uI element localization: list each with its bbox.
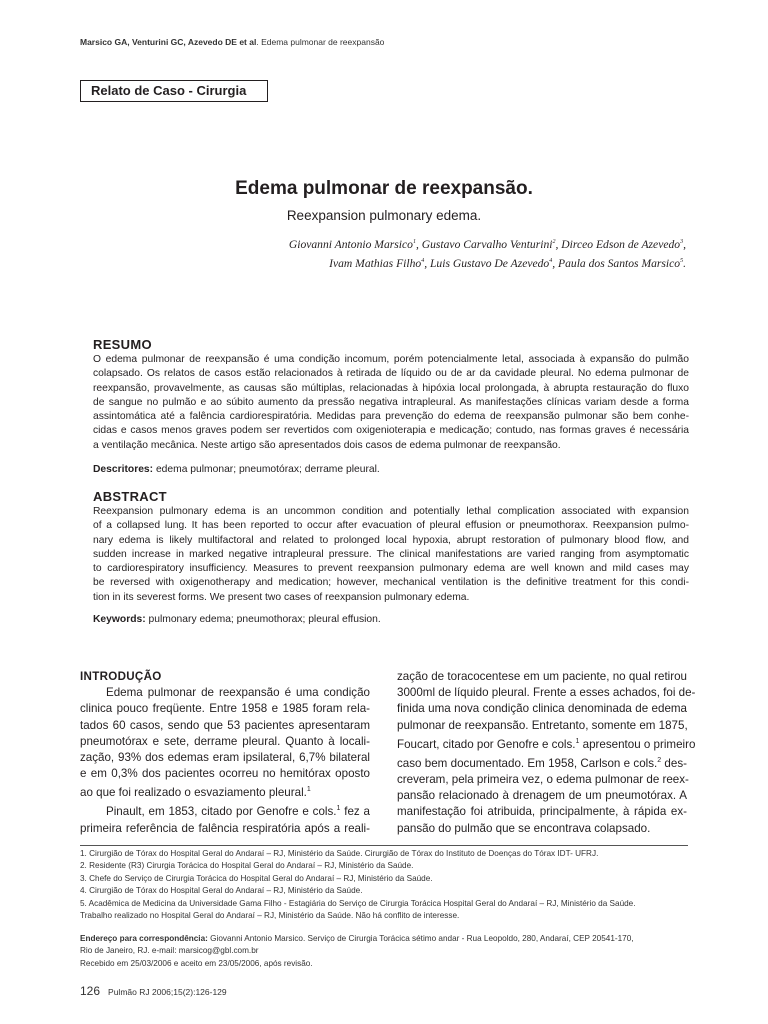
section-label: Relato de Caso - Cirurgia <box>80 80 268 102</box>
author: Dirceo Edson de Azevedo$^3$ <box>561 237 684 251</box>
correspondence-line: Rio de Janeiro, RJ. e-mail: marsicog@gbl.com.br <box>80 946 259 956</box>
keywords-label: Descritores: <box>93 464 154 475</box>
body-line: Foucart, citado por Genofre e cols.$^1$ apresentou o primeiro <box>397 737 696 751</box>
body-line: finida uma nova condição clinica denominada de edema <box>397 702 687 716</box>
article-title: Edema pulmonar de reexpansão. <box>235 178 533 199</box>
running-head-authors: Marsico GA, Venturini GC, Azevedo DE et al <box>80 37 257 47</box>
author: Luis Gustavo De Azevedo$^4$ <box>429 256 553 270</box>
author-list: Giovanni Antonio Marsico$^1$, Gustavo Carvalho Venturini$^2$, Dirceo Edson de Azevedo$^3$, Ivam Mathias Filho$^4$, Luis Gustavo De Azevedo$^4$, Paula dos Santos Marsico$^5$. <box>288 237 686 270</box>
footnotes <box>80 848 690 922</box>
footnote: Trabalho realizado no Hospital Geral do Andaraí – RJ, Ministério da Saúde. Não há conflito de interesse. <box>80 911 460 921</box>
abstract-body <box>93 505 689 605</box>
resumo-heading: RESUMO <box>93 337 152 352</box>
author: Ivam Mathias Filho$^4$ <box>329 256 425 270</box>
abstract-line: to cardiorespiratory insufficiency. Measures to prevent reexpansion pulmonary edema are well known and mild cases may <box>93 563 689 575</box>
abstract-line: tion in its severest forms. We present two cases of reexpansion pulmonary edema. <box>93 591 470 603</box>
footnote: 3. Chefe do Serviço de Cirurgia Torácica do Hospital Geral do Andaraí – RJ, Ministério da Saúde. <box>80 873 433 883</box>
page-number: 126 <box>80 984 101 998</box>
correspondence-label: Endereço para correspondência: <box>80 934 208 943</box>
footnote: 1. Cirurgião de Tórax do Hospital Geral do Andaraí – RJ, Ministério da Saúde. Cirurgião de Tórax do Instituto de Doenças do Tórax IDT- UFRJ. <box>80 849 599 858</box>
resumo-line: colapsado. Os relatos de casos estão relacionados à retirada de líquido ou de ar da cavidade pleural. No edema pulmonar de <box>93 368 689 380</box>
journal-citation: Pulmão RJ 2006;15(2):126-129 <box>108 987 227 997</box>
body-line: tados 60 casos, sendo que 53 pacientes apresentaram <box>80 718 370 732</box>
abstract-line: nary edema is likely multifactoral and related to prolonged local hypoxia, abrupt restoration of pulmonary blood flow, and <box>93 534 689 546</box>
body-line: manifestação foi atribuida, principalmente, à rápida ex- <box>397 805 687 819</box>
resumo-line: O edema pulmonar de reexpansão é uma condição incomum, porém potencialmente letal, associada à expansão do pulmão <box>93 354 689 365</box>
resumo-line: assintomática até a falência cardiorespiratória. Medidas para prevenção do edema de reexpansão pulmonar são bem conhe- <box>93 411 689 423</box>
footnote: 5. Acadêmica de Medicina da Universidade Gama Filho - Estagiária do Serviço de Cirurgia Torácica Hospital Geral do Andaraí – RJ, Ministério da Saúde. <box>80 898 636 908</box>
footnote: 2. Residente (R3) Cirurgia Torácica do Hospital Geral do Andaraí – RJ, Ministério da Saúde. <box>80 861 414 871</box>
body-line: ao que foi realizado o esvaziamento pleural.$^1$ <box>80 786 311 800</box>
page-footer <box>80 984 227 998</box>
body-line: pansão relacionado à drenagem de um pneumotórax. A <box>397 789 687 803</box>
body-line: pansão do pulmão que se encontrava colapsado. <box>397 821 651 835</box>
keywords-label: Keywords: <box>93 614 146 625</box>
footnote: 4. Cirurgião de Tórax do Hospital Geral do Andaraí – RJ, Ministério da Saúde. <box>80 886 363 896</box>
running-head-title: . Edema pulmonar de reexpansão <box>256 37 385 47</box>
running-head <box>80 37 384 47</box>
author: Paula dos Santos Marsico$^5$ <box>558 256 684 270</box>
correspondence: Endereço para correspondência: Giovanni Antonio Marsico. Serviço de Cirurgia Torácica sétimo andar - Rua Leopoldo, 280, Andaraí, CEP 20541-170, Rio de Janeiro, RJ. e-mail: marsicog@gbl.com.br Recebido em 25/03/2006 e aceito em 23/05/2006, após revisão. <box>80 933 690 970</box>
intro-left-column <box>80 669 370 837</box>
body-line: Pinault, em 1853, citado por Genofre e cols.$^1$ fez a <box>106 805 370 819</box>
abstract-keywords <box>93 614 381 625</box>
resumo-line: cidas e casos menos graves podem ser revertidos com oxigenioterapia e medicação; contudo, nas formas graves é necessária <box>93 425 689 437</box>
body-line: 3000ml de líquido pleural. Frente a esses achados, foi de- <box>397 686 696 700</box>
body-line: zação de toracocentese em um paciente, no qual retirou <box>397 670 687 683</box>
author: Gustavo Carvalho Venturini$^2$ <box>421 237 556 251</box>
resumo-line: de sangue no pulmão e ao súbito aumento da pressão negativa intrapleural. As manifestações clínicas variam desde a forma <box>93 396 689 408</box>
resumo-keywords <box>93 464 380 475</box>
resumo-body <box>93 353 689 453</box>
resumo-line: a ventilação mecânica. Neste artigo são apresentados dois casos de edema pulmonar de reexpansão. <box>93 439 561 451</box>
body-line: creveram, pela primeira vez, o edema pulmonar de reex- <box>397 772 689 786</box>
body-line: e em 0,3% dos pacientes ocorreu no hemitórax oposto <box>80 767 370 781</box>
abstract-line: sudden increase in marked negative intrapleural pressure. The clinical manifestations are varied ranging from asymptomatic <box>93 548 689 560</box>
body-line: Edema pulmonar de reexpansão é uma condição <box>106 686 370 700</box>
body-line: clinica pouco freqüente. Entre 1958 e 1985 foram rela- <box>80 702 370 716</box>
abstract-line: of a collapsed lung. It has been reported to occur after evacuation of pleural effusion or pneumothorax. Reexpansion pulmo- <box>93 520 689 532</box>
abstract-line: Reexpansion pulmonary edema is an uncommon condition and potentially lethal complication associated with expansion <box>93 506 689 517</box>
intro-right-column <box>397 669 696 837</box>
resumo-line: reexpansão, provavelmente, as causas são múltiplas, relacionadas à hipóxia local prolongada, à abrupta restauração do fluxo <box>93 382 689 394</box>
body-line: caso bem documentado. Em 1958, Carlson e cols.$^2$ des- <box>397 756 687 770</box>
body-line: primeira referência de falência respiratória após a reali- <box>80 821 370 835</box>
author: Giovanni Antonio Marsico$^1$ <box>288 237 416 251</box>
body-line: pneumotórax e sete, derrame pleural. Quanto à locali- <box>80 734 370 748</box>
body-line: pulmonar de reexpansão. Entretanto, somente em 1875, <box>397 718 688 732</box>
keywords-value: edema pulmonar; pneumotórax; derrame pleural. <box>153 464 380 475</box>
intro-heading: INTRODUÇÃO <box>80 670 162 683</box>
abstract-heading: ABSTRACT <box>93 489 167 504</box>
received-line: Recebido em 25/03/2006 e aceito em 23/05/2006, após revisão. <box>80 958 313 968</box>
keywords-value: pulmonary edema; pneumothorax; pleural effusion. <box>145 614 381 625</box>
abstract-line: be reversed with oxigenotherapy and medication; however, mechanical ventilation is the definitive treatment for this condi- <box>93 577 689 589</box>
footnote-divider <box>80 845 688 846</box>
article-subtitle: Reexpansion pulmonary edema. <box>286 208 482 223</box>
body-line: zação, 93% dos edemas eram ipsilateral, 6,7% bilateral <box>80 751 370 765</box>
